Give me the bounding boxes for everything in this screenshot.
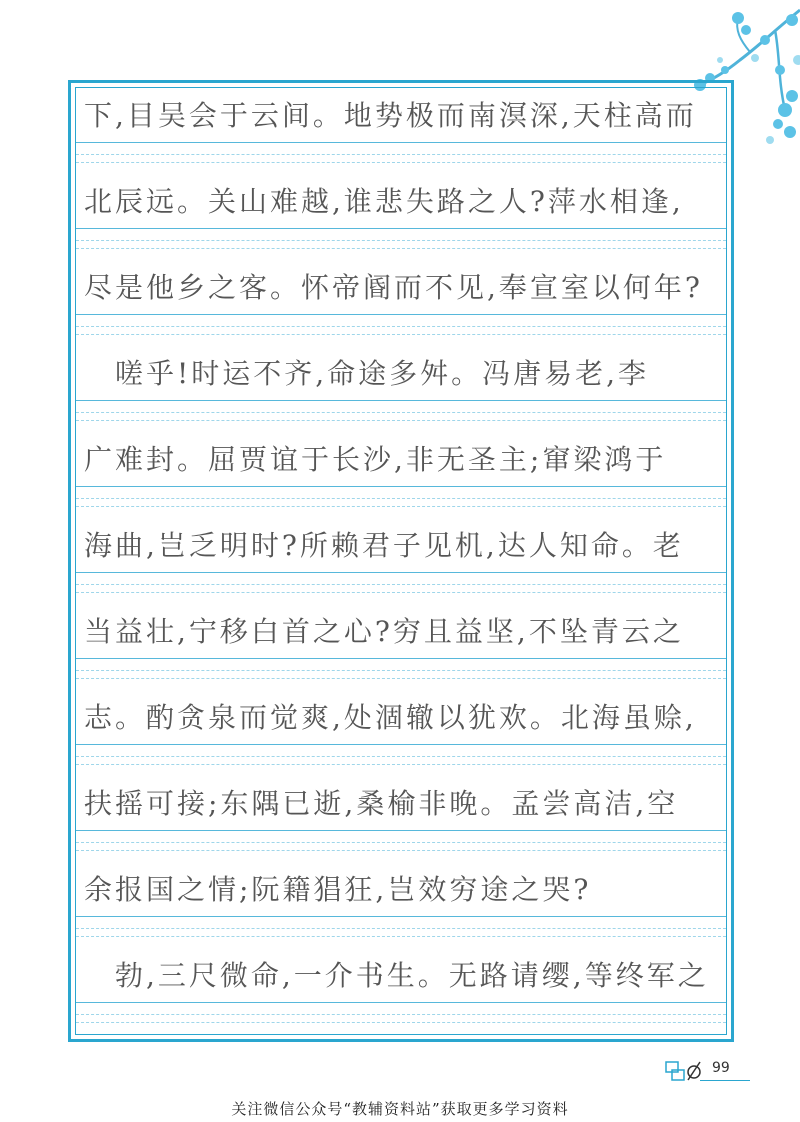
- baseline-rule: [76, 1002, 726, 1003]
- guide-rule: [76, 936, 726, 937]
- guide-rule: [76, 498, 726, 499]
- guide-rule: [76, 154, 726, 155]
- baseline-rule: [76, 314, 726, 315]
- text-line: [76, 518, 726, 604]
- guide-rule: [76, 756, 726, 757]
- guide-rule: [76, 506, 726, 507]
- guide-rule: [76, 1022, 726, 1023]
- writing-frame: [68, 80, 734, 1042]
- guide-rule: [76, 850, 726, 851]
- text-line: [76, 862, 726, 948]
- guide-rule: [76, 928, 726, 929]
- text-line: [76, 948, 726, 1034]
- line-text: 尽是他乡之客。怀帝阍而不见,奉宣室以何年?: [84, 271, 703, 304]
- guide-rule: [76, 420, 726, 421]
- line-text: 余报国之情;阮籍猖狂,岂效穷途之哭?: [84, 873, 592, 906]
- baseline-rule: [76, 572, 726, 573]
- guide-rule: [76, 678, 726, 679]
- page-number: 99: [712, 1060, 730, 1076]
- guide-rule: [76, 334, 726, 335]
- text-line: [76, 604, 726, 690]
- line-text: 海曲,岂乏明时?所赖君子见机,达人知命。老: [84, 529, 684, 562]
- text-line: [76, 690, 726, 776]
- line-text: 下,目吴会于云间。地势极而南溟深,天柱高而: [84, 99, 697, 132]
- footer-notice: 关注微信公众号“教辅资料站”获取更多学习资料: [231, 1100, 569, 1118]
- baseline-rule: [76, 830, 726, 831]
- text-line: [76, 776, 726, 862]
- text-line: [76, 88, 726, 174]
- baseline-rule: [76, 486, 726, 487]
- line-text: 嗟乎!时运不齐,命途多舛。冯唐易老,李: [84, 357, 650, 390]
- page-number-rule: [700, 1080, 750, 1081]
- guide-rule: [76, 592, 726, 593]
- ruled-area: [75, 87, 727, 1035]
- text-line: [76, 260, 726, 346]
- baseline-rule: [76, 142, 726, 143]
- line-text: 广难封。屈贾谊于长沙,非无圣主;窜梁鸿于: [84, 443, 667, 476]
- guide-rule: [76, 412, 726, 413]
- baseline-rule: [76, 744, 726, 745]
- line-text: 当益壮,宁移白首之心?穷且益坚,不坠青云之: [84, 615, 684, 648]
- text-line: [76, 346, 726, 432]
- guide-rule: [76, 248, 726, 249]
- baseline-rule: [76, 916, 726, 917]
- baseline-rule: [76, 400, 726, 401]
- guide-rule: [76, 670, 726, 671]
- line-text: 志。酌贪泉而觉爽,处涸辙以犹欢。北海虽赊,: [84, 701, 697, 734]
- line-text: 扶摇可接;东隅已逝,桑榆非晚。孟尝高洁,空: [84, 787, 679, 820]
- page-ornament-icon: [664, 1058, 704, 1086]
- guide-rule: [76, 326, 726, 327]
- baseline-rule: [76, 658, 726, 659]
- line-text: 北辰远。关山难越,谁悲失路之人?萍水相逢,: [84, 185, 684, 218]
- guide-rule: [76, 842, 726, 843]
- guide-rule: [76, 240, 726, 241]
- line-text: 勃,三尺微命,一介书生。无路请缨,等终军之: [84, 959, 709, 992]
- text-line: [76, 432, 726, 518]
- text-line: [76, 174, 726, 260]
- baseline-rule: [76, 228, 726, 229]
- guide-rule: [76, 764, 726, 765]
- guide-rule: [76, 1014, 726, 1015]
- guide-rule: [76, 584, 726, 585]
- guide-rule: [76, 162, 726, 163]
